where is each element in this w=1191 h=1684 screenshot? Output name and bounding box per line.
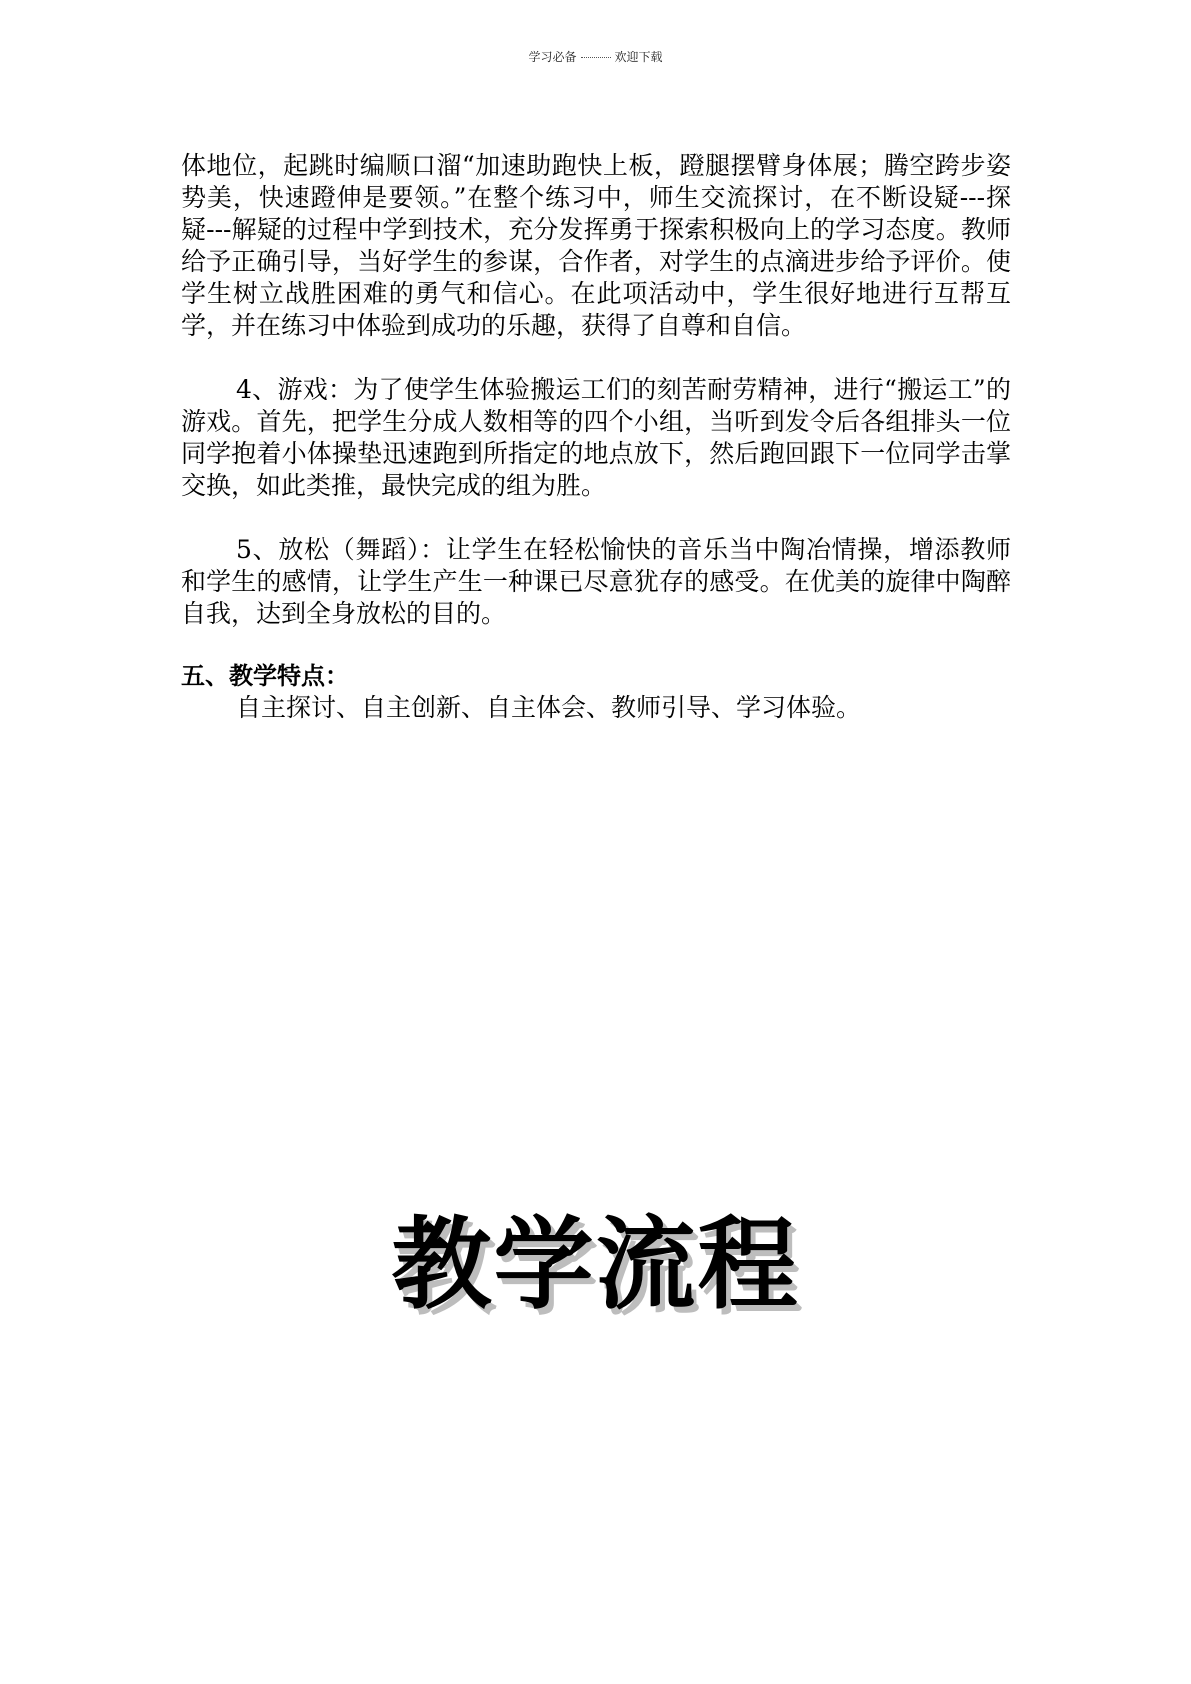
big-title-teaching-flow: 教学流程: [391, 1206, 800, 1323]
header-separator: [581, 57, 611, 58]
paragraph-game: 4、游戏：为了使学生体验搬运工们的刻苦耐劳精神，进行“搬运工”的游戏。首先，把学生分成人数相等的四个小组，当听到发令后各组排头一位同学抱着小体操垫迅速跑到所指定的地点放下，然后跑回跟下一位同学击掌交换，如此类推，最快完成的组为胜。: [181, 375, 1011, 500]
header-right-text: 欢迎下载: [614, 50, 663, 64]
paragraph-relaxation: 5、放松（舞蹈）：让学生在轻松愉快的音乐当中陶冶情操，增添教师和学生的感情，让学生产生一种课已尽意犹存的感受。在优美的旋律中陶醉自我，达到全身放松的目的。: [181, 535, 1011, 628]
header-left-text: 学习必备: [528, 50, 577, 64]
body-text: [181, 150, 1011, 724]
section-heading-teaching-features: 五、教学特点：: [181, 662, 349, 690]
section-body-teaching-features: 自主探讨、自主创新、自主体会、教师引导、学习体验。: [236, 693, 862, 722]
page-header: [0, 48, 1191, 65]
paragraph-jump-practice: 体地位，起跳时编顺口溜“加速助跑快上板，蹬腿摆臂身体展；腾空跨步姿势美，快速蹬伸是要领。”在整个练习中，师生交流探讨，在不断设疑---探疑---解疑的过程中学到技术，充分发挥勇于探索积极向上的学习态度。教师给予正确引导，当好学生的参谋，合作者，对学生的点滴进步给予评价。使学生树立战胜困难的勇气和信心。在此项活动中，学生很好地进行互帮互学，并在练习中体验到成功的乐趣，获得了自尊和自信。: [181, 151, 1011, 340]
